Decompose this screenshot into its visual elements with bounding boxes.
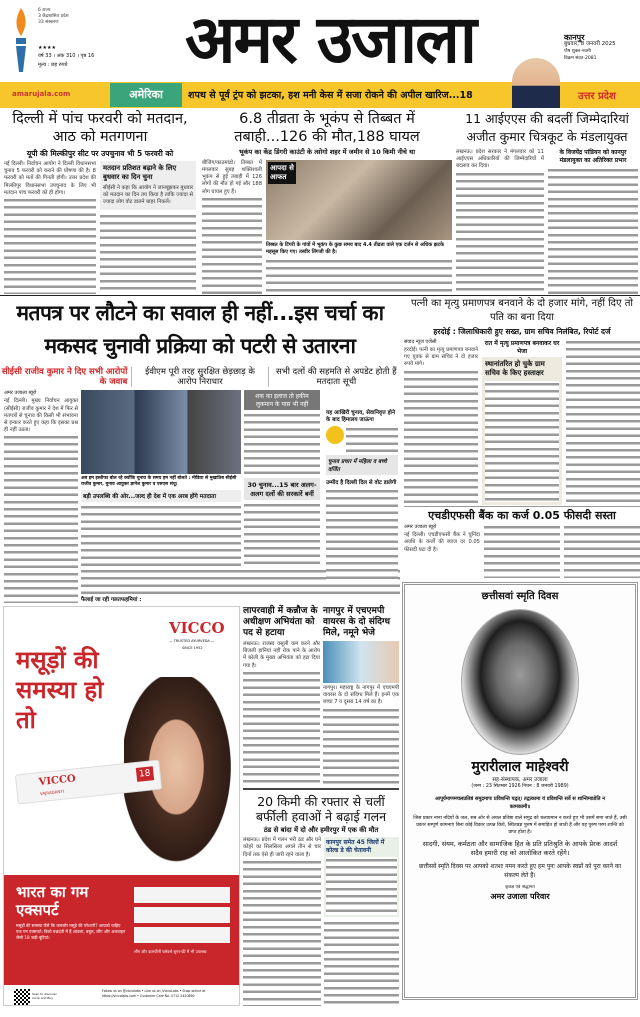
section-label: उत्तर प्रदेश: [578, 91, 616, 102]
ad-footer: Follow us on @viccolabs • Like us on /ViccoLabs • Shop online at https://viccolabs.com • Customer Care No. 0712-2420890: [102, 989, 206, 998]
city: कानपुर: [564, 33, 585, 42]
divider: [0, 295, 640, 296]
photo-tag: आपदा से आफत: [268, 162, 296, 184]
body-text: [326, 488, 398, 580]
portrait-photo: [461, 609, 579, 755]
box-title: मतदान प्रतिशत बढ़ाने के लिए बुधवार का दिन चुना: [103, 164, 177, 181]
shloka-meaning: जिस प्रकार नाना नदियों के जल, सब ओर से अचल प्रतिष्ठा वाले समुद्र को चलायमान न करते हुए भी उसमें समा जाते हैं, उसी प्रकार सम्पूर्ण कामनाएं बिना कोई विकार उत्पन्न किये, स्थितप्रज्ञ पुरुष में समाहित हो जाती हैं और वह पुरुष परम शान्ति को प्राप्त होता है।: [413, 816, 627, 836]
subhead: ठंड से बांदा में दो और हमीरपुर में एक की मौत: [263, 826, 379, 834]
body-text: [456, 171, 544, 294]
body-text: [324, 920, 399, 1006]
lead: लखनऊ। प्रदेश में गलन भरी ठंड और घने कोहरे का सिलसिला अगले तीन से चार दिनों तक ऐसे ही जारी रहने वाला है।: [243, 837, 321, 858]
lead: लखनऊ। राजस्व वसूली कम करने और बिजली हानियां नहीं रोक पाने के आरोप में बरेली के मुख्य अभियंता को हटा दिया गया है।: [243, 641, 320, 669]
tube-brand: VICCO: [38, 773, 77, 789]
signature: अमर उजाला परिवार: [490, 891, 550, 901]
photo-caption: अब हम इस्तीफा बोल रहे क्योंकि चुनाव के समय हम नहीं बोलते : मीडिया से मुखातिब सीईसी राजीव कुमार, चुनाव आयुक्त ज्ञानेश कुमार व एसएस संधू।: [81, 476, 237, 488]
subhead-voterlist: सभी दलों की सहमति से अपडेट होती हैं मतदाता सूची: [268, 367, 400, 387]
lead: नागपुर। महाराष्ट्र के नागपुर में एचएमपी वायरस के दो संदिग्ध मिले हैं। इनमें एक बच्चा 7 व दूसरा 14 वर्ष का है।: [323, 685, 399, 706]
herb-badge: 18: [135, 766, 154, 782]
earthquake-photo: [266, 160, 452, 240]
shloka: आपूर्यमाणमचलप्रतिष्ठं समुद्रमापः प्रविशन्ति यद्वत्। तद्वत्कामा यं प्रविशन्ति सर्वे स शान्तिमाप्नोति न कामकामी॥: [434, 796, 605, 811]
strip-headline: बड़ी उपलब्धि की ओर...जल्द ही देश में एक अरब होंगे मतदाता: [81, 490, 241, 502]
brand-logo: VICCO: [169, 619, 225, 637]
byline: अमर उजाला ब्यूरो: [4, 390, 37, 397]
box-delhi: उम्मीद है दिल्ली दिल से वोट डालेगी: [326, 480, 397, 486]
body-text: [566, 339, 640, 505]
story-hdfc: [404, 506, 640, 578]
info-box: [482, 357, 562, 505]
edition-count: 6 राज्य: [38, 8, 51, 13]
story-cold: [243, 788, 399, 1006]
lead-side-column: [326, 410, 398, 580]
trump-photo: [512, 58, 560, 108]
body-text: [4, 197, 96, 294]
vicco-ad[interactable]: [3, 606, 240, 1006]
subhead: भूकंप का केंद्र डिंगरी काउंटी के त्सोगो शहर में जमीन से 10 किमी नीचे था: [238, 148, 416, 156]
banner-body: मसूड़ों की समस्या जैसे कि कमजोर मसूड़े की परेशानी? आपको चाहिए एक गम एक्सपर्ट। विको वज्रदंती में हैं आंवला, बबूल, लौंग और अजवाइन जैसी 18 जड़ी-बूटियां।: [16, 923, 126, 940]
brand-tagline: — TRUSTED AYURVEDA —: [169, 639, 215, 643]
product-packs: [134, 887, 230, 945]
body-text: [564, 524, 640, 578]
subhead-evm: ईवीएम पूरी तरह सुरक्षित छेड़छाड़ के आरोप निराधार: [131, 367, 267, 387]
edition-count: 33 संस्करण: [38, 20, 59, 25]
memorial-box: [402, 582, 638, 1000]
coin-icon: [326, 426, 344, 444]
ticker-headline[interactable]: शपथ से पूर्व ट्रंप को झटका, हश मनी केस में सजा रोकने की अपील खारिज...18: [188, 90, 473, 101]
pledge: छत्तीसवें स्मृति दिवस पर आपको शतशः नमन करते हुए हम पुनः आपके स्वप्नों को पूरा करने का संकल्प लेते हैं।: [418, 863, 622, 880]
info-box: [100, 161, 196, 210]
body-text: [243, 670, 320, 786]
date: बुधवार, 8 जनवरी 2025: [564, 41, 616, 47]
box-text: सीईसी ने कहा कि आयोग ने जानबूझकर बुधवार को मतदान का दिन तय किया है ताकि ज्यादा से ज्यादा लोग वोट डालने बाहर निकलें।: [103, 185, 193, 206]
edition-count: 3 केंद्रशासित प्रदेश: [38, 14, 69, 19]
warning-box: [324, 837, 399, 917]
samvat: विक्रम संवत-2081: [564, 56, 597, 61]
body-text: [202, 196, 262, 294]
body-text: [244, 502, 320, 566]
box-title: कानपुर समेत 45 जिलों में कोल्ड डे की चेतावनी: [326, 839, 385, 855]
tithi: पौष शुक्ल-नवमी: [564, 49, 591, 54]
body-text: [404, 369, 478, 505]
headline[interactable]: लापरवाही में कन्नौज के अधीक्षण अभियंता को पद से हटाया: [243, 606, 318, 638]
life-dates: (जन्म : 23 सितम्बर 1926 निधन : 8 जनवरी 1989): [471, 784, 569, 790]
ad-headline: मसूड़ों की समस्या हो तो: [16, 646, 104, 734]
box-title: स्थानांतरित हो चुके ग्राम सचिव के किए हस्ताक्षर: [485, 360, 545, 377]
headline[interactable]: पत्नी का मृत्यु प्रमाणपत्र बनवाने के दो हजार मांगे, नहीं दिए तो पति का बना दिया: [411, 298, 633, 323]
quote-box: शक का इलाज तो हकीम लुकमान के पास भी नहीं: [244, 390, 320, 410]
body-text: [323, 707, 399, 786]
jump-label: फैलाई जा रही गलतफहमियां :: [81, 597, 142, 603]
headline[interactable]: नागपुर में एचएमपी वायरस के दो संदिग्ध मिले, नमूने भेजे: [323, 606, 391, 638]
headline[interactable]: 20 किमी की रफ्तार से चलीं बर्फीली हवाओं ने बढ़ाई गलन: [255, 794, 387, 824]
story-nagpur: [323, 606, 399, 786]
child-mask-photo: [323, 641, 399, 683]
red-banner: [4, 875, 240, 985]
lead-text: नई दिल्ली। मुख्य निर्वाचन आयुक्त (सीईसी) राजीव कुमार ने देश में फिर से मतपत्रों से चुनाव की किसी भी संभावना से इन्कार करते हुए कहा कि इसका प्रश्न ही नहीं उठता।: [4, 398, 78, 434]
body-text: [81, 504, 241, 566]
photo-caption: तिब्बत के टिंगरी के गांवों में भूकंप के कुछ समय बाद 4.4 तीव्रता वाले एक दर्जन से अधिक झटके महसूस किए गए। तस्वीर तिंगजी की है।: [266, 241, 444, 255]
headline[interactable]: एचडीएफसी बैंक का कर्ज 0.05 फीसदी सस्ता: [428, 509, 616, 522]
banner-title: भारत का गम एक्सपर्ट: [16, 883, 89, 919]
brand-since: SINCE 1952: [182, 646, 203, 650]
lead: नई दिल्ली। एचडीएफसी बैंक ने चुनिंदा अवधि के कर्जों की ब्याज दर 0.05 फीसदी घटा दी है।: [404, 532, 480, 553]
section-tag[interactable]: अमेरिका: [110, 83, 182, 107]
subhead: हरदोई : जिलाधिकारी हुए सख्त, ग्राम सचिव निलंबित, रिपोर्ट दर्ज: [433, 327, 611, 336]
box-elections: 30 चुनाव...15 बार अलग-अलग दलों की सरकारें बनीं: [244, 478, 320, 500]
cec-photo: [81, 390, 241, 474]
body-text: [243, 859, 321, 1006]
qr-label: Scan to discover more and Buy: [32, 992, 57, 1000]
inner-head: रात में मृत्यु प्रमाणपत्र बनवाकर घर भेजा: [484, 340, 560, 355]
pack-note: लौंग और दालचीनी फ्लेवर्स शुगर-फ्री में भी उपलब्ध: [134, 949, 207, 954]
headline[interactable]: 11 आईएएस की बदलीं जिम्मेदारियां अजीत कुमार चित्रकूट के मंडलायुक्त: [465, 111, 629, 144]
lead: बीजिंग/काठमांडो। तिब्बत में मंगलवार सुबह शक्तिशाली भूकंप से हुई तबाही में 126 लोगों की मौत हो गई और 188 लोग घायल हुए हैं।: [202, 159, 262, 195]
body-text: [548, 167, 638, 294]
story-tibet: [202, 110, 452, 294]
person-role: सह-संस्थापक, अमर उजाला: [492, 776, 548, 783]
body-text: [484, 524, 560, 578]
tribute: सादगी, संयम, कर्मठता और सामाजिक हित के प्रति प्रतिश्रुति के आपके प्रेरक आदर्श सदैव हमारी राह को आलोकित करते रहेंगे।: [422, 840, 618, 858]
body-text: [244, 412, 320, 476]
site-link[interactable]: amarujala.com: [12, 90, 71, 98]
headline[interactable]: 6.8 तीव्रता के भूकंप से तिब्बत में तबाही...126 की मौत,188 घायल: [234, 111, 420, 145]
issue-info: वर्ष 33 । अंक 310 । पृष्ठ 16: [38, 53, 95, 59]
side-head: के विजयेंद्र पांडियन को कानपुर मंडलायुक्त का अतिरिक्त प्रभार: [559, 149, 627, 164]
story-hardoi: [404, 297, 640, 505]
lead: नई दिल्ली। निर्वाचन आयोग ने दिल्ली विधानसभा चुनाव 5 फरवरी को कराने की घोषणा की है। 8 फरवरी को मतों की गिनती होगी। उत्तर प्रदेश की मिल्कीपुर विधानसभा उपचुनाव के लिए भी मतदान पांच फरवरी को ही होगा।: [4, 161, 96, 196]
lead: लखनऊ। प्रदेश सरकार ने मंगलवार को 11 आईएएस अधिकारियों की जिम्मेदारियों में बदलाव कर दिया।: [456, 149, 544, 170]
body-text: [346, 426, 398, 452]
stars: ★★★★: [38, 45, 56, 51]
story-delhi: [4, 110, 196, 294]
lead: हरदोई। पत्नी का मृत्यु प्रमाणपत्र बनवाने गए युवक से ग्राम सचिव ने दो हजार रुपये मांगे।: [404, 347, 478, 368]
side-quote-title: यह आखिरी चुनाव, सेवानिवृत्त होने के बाद हिमालय जाऊंगा: [326, 410, 396, 423]
subhead: यूपी की मिल्कीपुर सीट पर उपचुनाव भी 5 फरवरी को: [26, 149, 174, 158]
subhead-cec: सीईसी राजीव कुमार ने दिए सभी आरोपों के जवाब: [1, 367, 128, 388]
headline[interactable]: दिल्ली में पांच फरवरी को मतदान, आठ को मतगणना: [12, 111, 188, 145]
price: मूल्य : छह रुपये: [38, 62, 68, 68]
qr-code[interactable]: [14, 989, 30, 1005]
torch-logo-icon: [12, 6, 30, 76]
story-ias: [456, 110, 638, 294]
sign-pre: कृतज्ञ एवं श्रद्धानत: [505, 885, 535, 891]
byline: अमर उजाला ब्यूरो: [404, 524, 437, 531]
byline: संवाद न्यूज एजेंसी: [404, 339, 437, 345]
body-text: [266, 258, 452, 294]
newspaper-title: अमर उजाला: [185, 1, 475, 78]
tube-sub: VAJRADANTI: [39, 788, 65, 797]
lead-headline[interactable]: मतपत्र पर लौटने का सवाल ही नहीं...इस चर्चा का मकसद चुनावी प्रक्रिया को पटरी से उतारना: [16, 301, 384, 358]
masthead: [0, 0, 640, 82]
box-women: चुनाव प्रचार में महिला व बच्चे वर्जित: [326, 455, 398, 475]
story-kannauj: [243, 606, 320, 786]
body-text: [4, 434, 78, 603]
body-text: [100, 213, 196, 294]
person-name: मुरारीलाल माहेश्वरी: [471, 759, 569, 775]
memorial-title: छत्तीसवां स्मृति दिवस: [481, 591, 559, 602]
